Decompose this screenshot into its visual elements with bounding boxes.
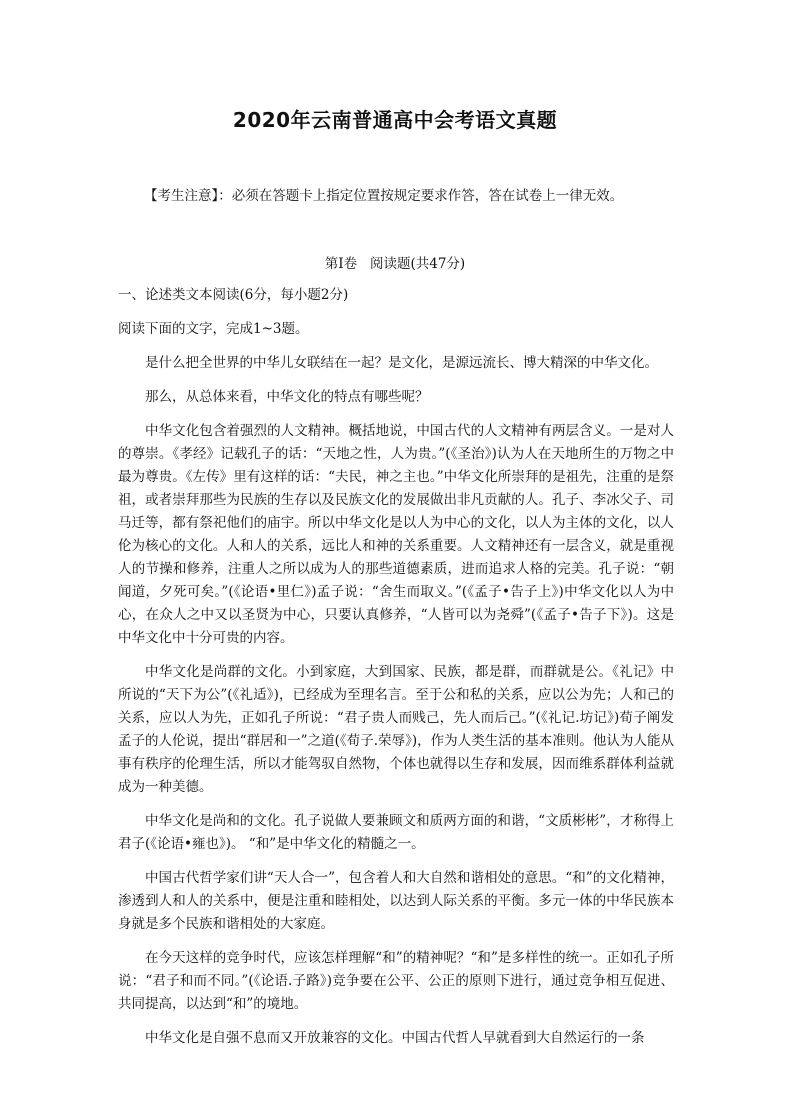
paragraph: 中国古代哲学家们讲“天人合一”，包含着人和大自然和谐相处的意思。“和”的文化精神，渗透到人和人的关系中，便是注重和睦相处，以达到人际关系的平衡。多元一体的中华民族本身就是多个民族和谐相处的大家庭。 xyxy=(118,870,674,932)
reading-instruction: 阅读下面的文字，完成1~3题。 xyxy=(118,321,309,337)
paragraph: 中华文化包含着强烈的人文精神。概括地说，中国古代的人文精神有两层含义。一是对人的尊崇。《孝经》记载孔子的话：“天地之性，人为贵。”(《圣治》)认为人在天地所生的万物之中最为尊贵。《左传》里有这样的话：“夫民，神之主也。”中华文化所崇拜的是祖先，注重的是祭祖，或者崇拜那些为民族的生存以及民族文化的发展做出非凡贡献的人。孔子、李冰父子、司马迁等，都有祭祀他们的庙宇。所以中华文化是以人为中心的文化，以人为主体的文化，以人伦为核心的文化。人和人的关系，远比人和神的关系重要。人文精神还有一层含义，就是重视人的节操和修养，注重人之所以成为人的那些道德素质，进而追求人格的完美。孔子说：“朝闻道，夕死可矣。”(《论语•里仁》)孟子说：“舍生而取义。”(《孟子•告子上》)中华文化以人为中心，在众人之中又以圣贤为中心，只要认真修养，“人皆可以为尧舜”(《孟子•告子下》)。这是中华文化中十分可贵的内容。 xyxy=(118,423,674,646)
paragraph: 中华文化是尚群的文化。小到家庭，大到国家、民族，都是群，而群就是公。《礼记》中所说的“天下为公”(《礼适》)，已经成为至理名言。至于公和私的关系，应以公为先；人和己的关系，应以人为先，正如孔子所说：“君子贵人而贱己，先人而后己。”(《礼记.坊记》)荀子阐发孟子的人伦说，提出“群居和一”之道(《荀子.荣辱》)，作为人类生活的基本准则。他认为人能从事有秩序的伦理生活，所以才能驾驭自然物，个体也就得以生存和发展，因而维系群体利益就成为一种美德。 xyxy=(118,664,674,795)
part-title: 一、论述类文本阅读(6分，每小题2分) xyxy=(118,287,349,303)
exam-notice: 【考生注意】：必须在答题卡上指定位置按规定要求作答，答在试卷上一律无效。 xyxy=(144,188,624,204)
paragraph: 在今天这样的竞争时代，应该怎样理解“和”的精神呢？“和”是多样性的统一。正如孔子所说：“君子和而不同。”(《论语.子路》)竞争要在公平、公正的原则下进行，通过竞争相互促进、共同提高，以达到“和”的境地。 xyxy=(118,950,674,1012)
paragraph: 中华文化是自强不息而又开放兼容的文化。中国古代哲人早就看到大自然运行的一条 xyxy=(145,1030,645,1046)
paragraph: 是什么把全世界的中华儿女联结在一起？是文化，是源远流长、博大精深的中华文化。 xyxy=(145,355,658,371)
paragraph: 中华文化是尚和的文化。孔子说做人要兼顾文和质两方面的和谐，“文质彬彬”，才称得上君子(《论语•雍也》)。 “和”是中华文化的精髓之一。 xyxy=(118,813,674,852)
page-title: 2020年云南普通高中会考语文真题 xyxy=(232,108,558,132)
section-heading: 第Ⅰ卷 阅读题(共47分) xyxy=(324,256,466,272)
body-text xyxy=(118,284,674,1060)
paragraph: 那么，从总体来看，中华文化的特点有哪些呢？ xyxy=(145,389,429,405)
